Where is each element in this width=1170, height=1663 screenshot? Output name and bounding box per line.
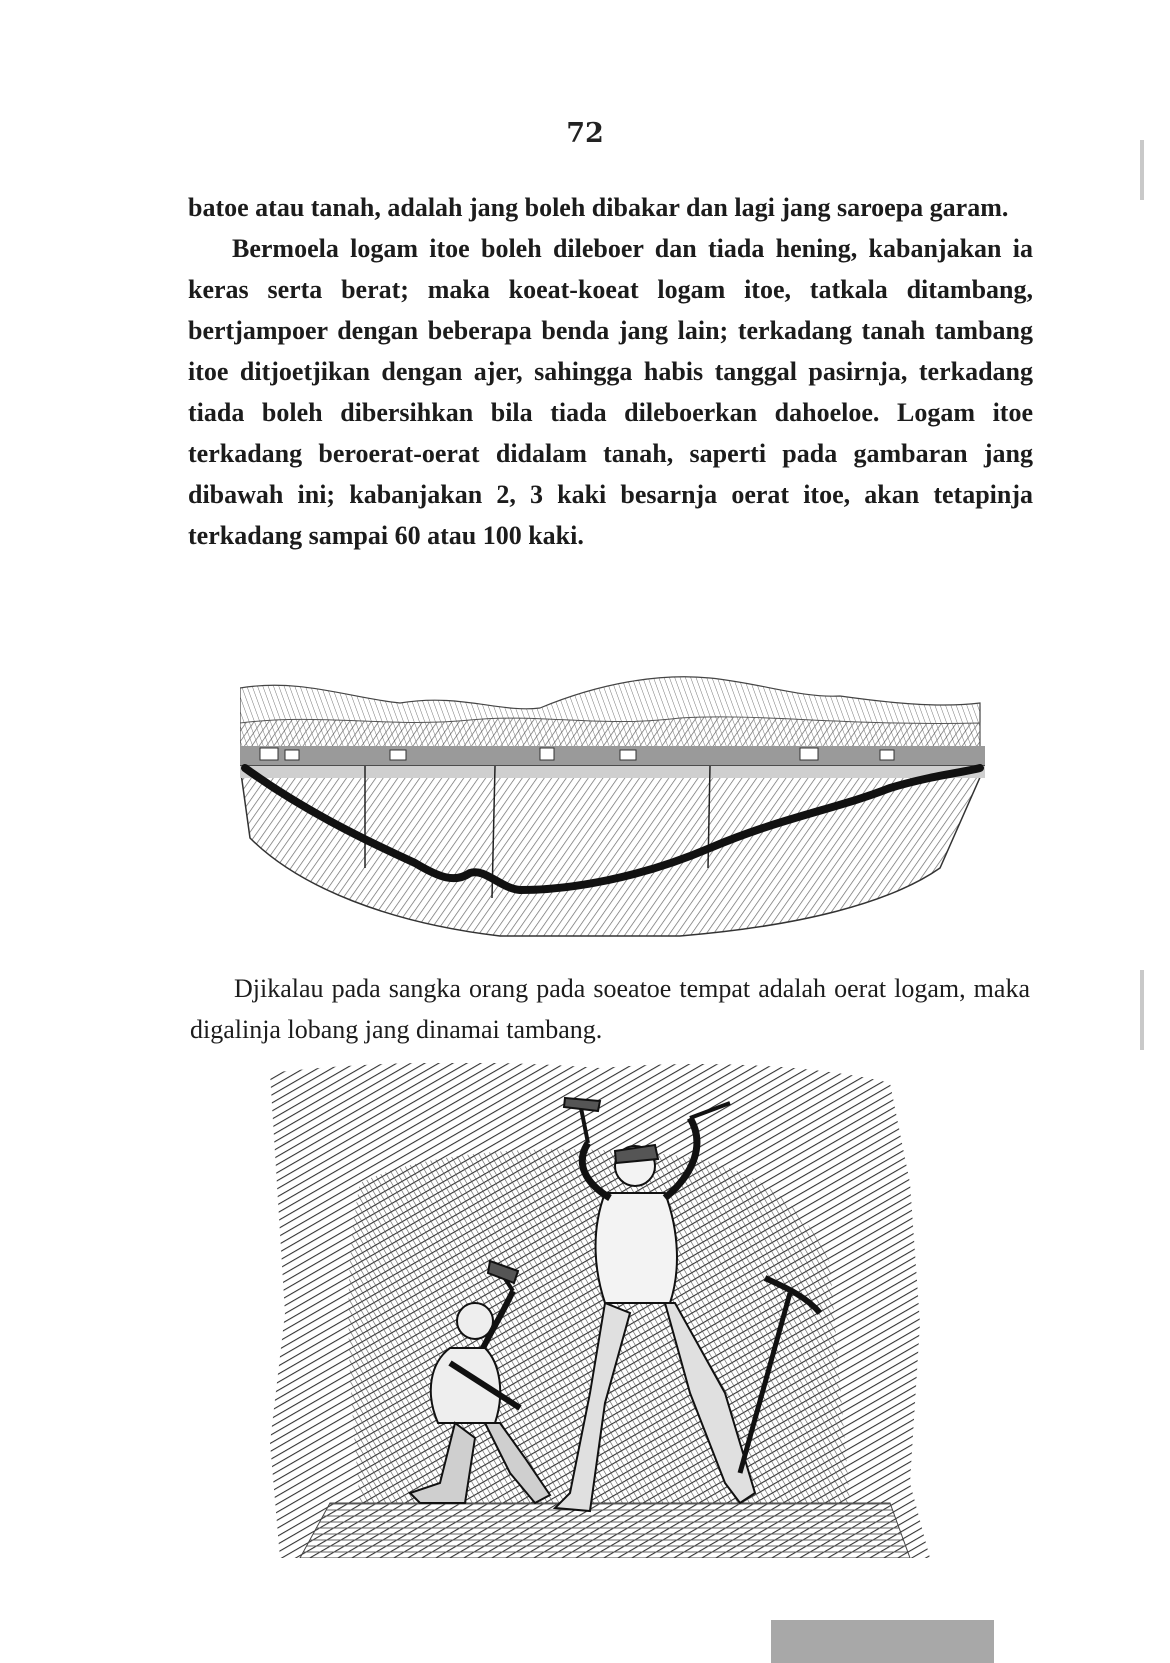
miners-illustration (270, 1063, 940, 1558)
margin-mark (1140, 140, 1144, 200)
paragraph-continuation: batoe atau tanah, adalah jang boleh dibakar dan lagi jang saroepa garam. (188, 193, 1009, 222)
paragraph-ore: Bermoela logam itoe boleh dileboer dan tiada hening, kabanjakan ia keras serta berat; maka koeat-koeat logam itoe, tatkala ditambang, bertjampoer dengan beberapa benda jang lain; terkadang tanah tambang itoe ditjoetjikan dengan ajer, sahingga habis tanggal pasirnja, terkadang tiada boleh dibersihkan bila tiada dileboerkan dahoeloe. Logam itoe terkadang beroerat-oerat didalam tanah, saperti pada gambaran jang dibawah ini; kabanjakan 2, 3 kaki besarnja oerat itoe, akan tetapinja terkadang sampai 60 atau 100 kaki. (188, 234, 1033, 550)
paragraph-mine-text: Djikalau pada sangka orang pada soeatoe tempat adalah oerat logam, maka digalinja lobang jang dinamai tambang. (190, 974, 1030, 1044)
body-text (188, 187, 1033, 556)
paragraph-mine (190, 968, 1030, 1050)
footer-bar (771, 1620, 994, 1663)
ore-vein-illustration (240, 668, 985, 953)
page-number: 72 (566, 118, 604, 149)
margin-mark (1140, 970, 1144, 1050)
